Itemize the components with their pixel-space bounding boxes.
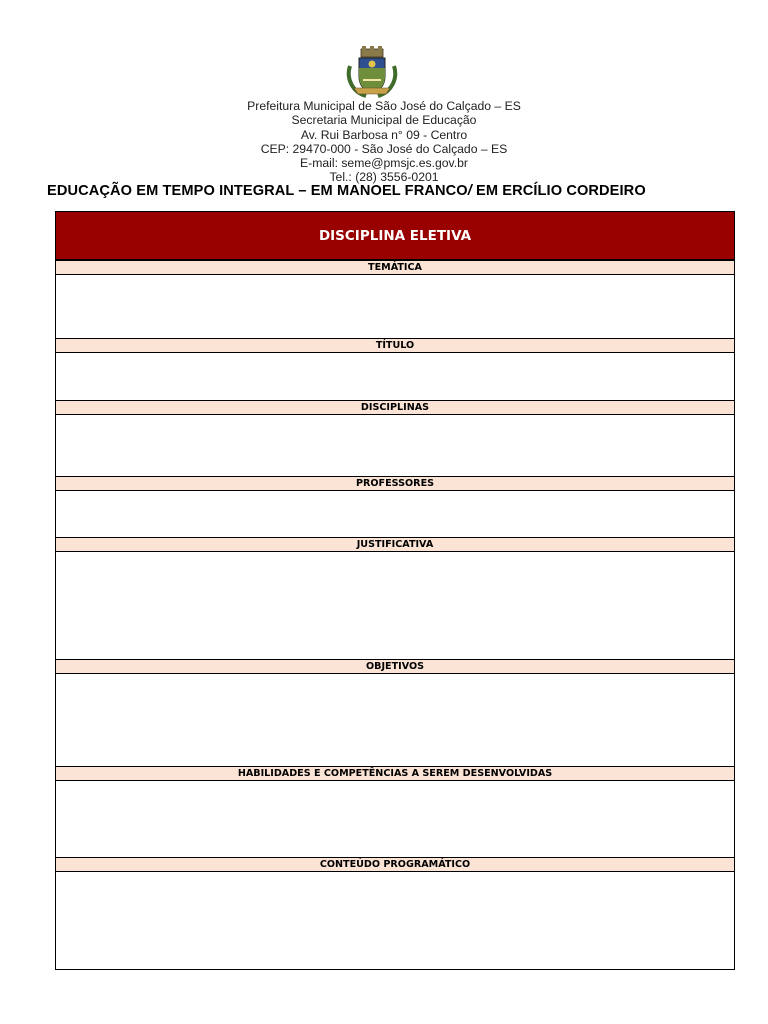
header-line-prefeitura: Prefeitura Municipal de São José do Calçado – ES [247,99,521,113]
header-line-cep: CEP: 29470-000 - São José do Calçado – ES [260,141,508,156]
institution-header [0,99,768,185]
section-label-habilidades: HABILIDADES E COMPETÊNCIAS A SEREM DESENVOLVIDAS [56,766,734,781]
section-label-conteudo: CONTEÚDO PROGRAMÁTICO [56,857,734,872]
section-label-objetivos: OBJETIVOS [56,659,734,674]
section-label-professores: PROFESSORES [56,476,734,491]
document-title [47,183,646,199]
elective-discipline-form [55,211,735,970]
section-label-justificativa: JUSTIFICATIVA [56,537,734,552]
form-banner-title: DISCIPLINA ELETIVA [56,212,734,260]
section-field-habilidades[interactable] [56,781,734,857]
section-field-disciplinas[interactable] [56,415,734,476]
document-title-part1: EDUCAÇÃO EM TEMPO INTEGRAL – EM MANOEL FRANCO [47,183,468,199]
section-field-professores[interactable] [56,491,734,537]
section-label-titulo: TÍTULO [56,338,734,353]
section-field-conteudo[interactable] [56,872,734,969]
header-line-phone: Tel.: (28) 3556-0201 [329,170,439,185]
section-label-disciplinas: DISCIPLINAS [56,400,734,415]
header-line-email: E-mail: seme@pmsjc.es.gov.br [300,156,468,171]
municipal-coat-of-arms-logo [344,46,400,100]
section-field-titulo[interactable] [56,353,734,400]
section-field-tematica[interactable] [56,275,734,338]
header-line-address: Av. Rui Barbosa n° 09 - Centro [300,127,468,142]
section-label-tematica: TEMÁTICA [56,260,734,275]
document-title-separator: / [467,183,472,199]
section-field-objetivos[interactable] [56,674,734,766]
document-title-part2: EM ERCÍLIO CORDEIRO [471,183,646,199]
header-line-secretaria: Secretaria Municipal de Educação [291,113,477,128]
section-field-justificativa[interactable] [56,552,734,659]
